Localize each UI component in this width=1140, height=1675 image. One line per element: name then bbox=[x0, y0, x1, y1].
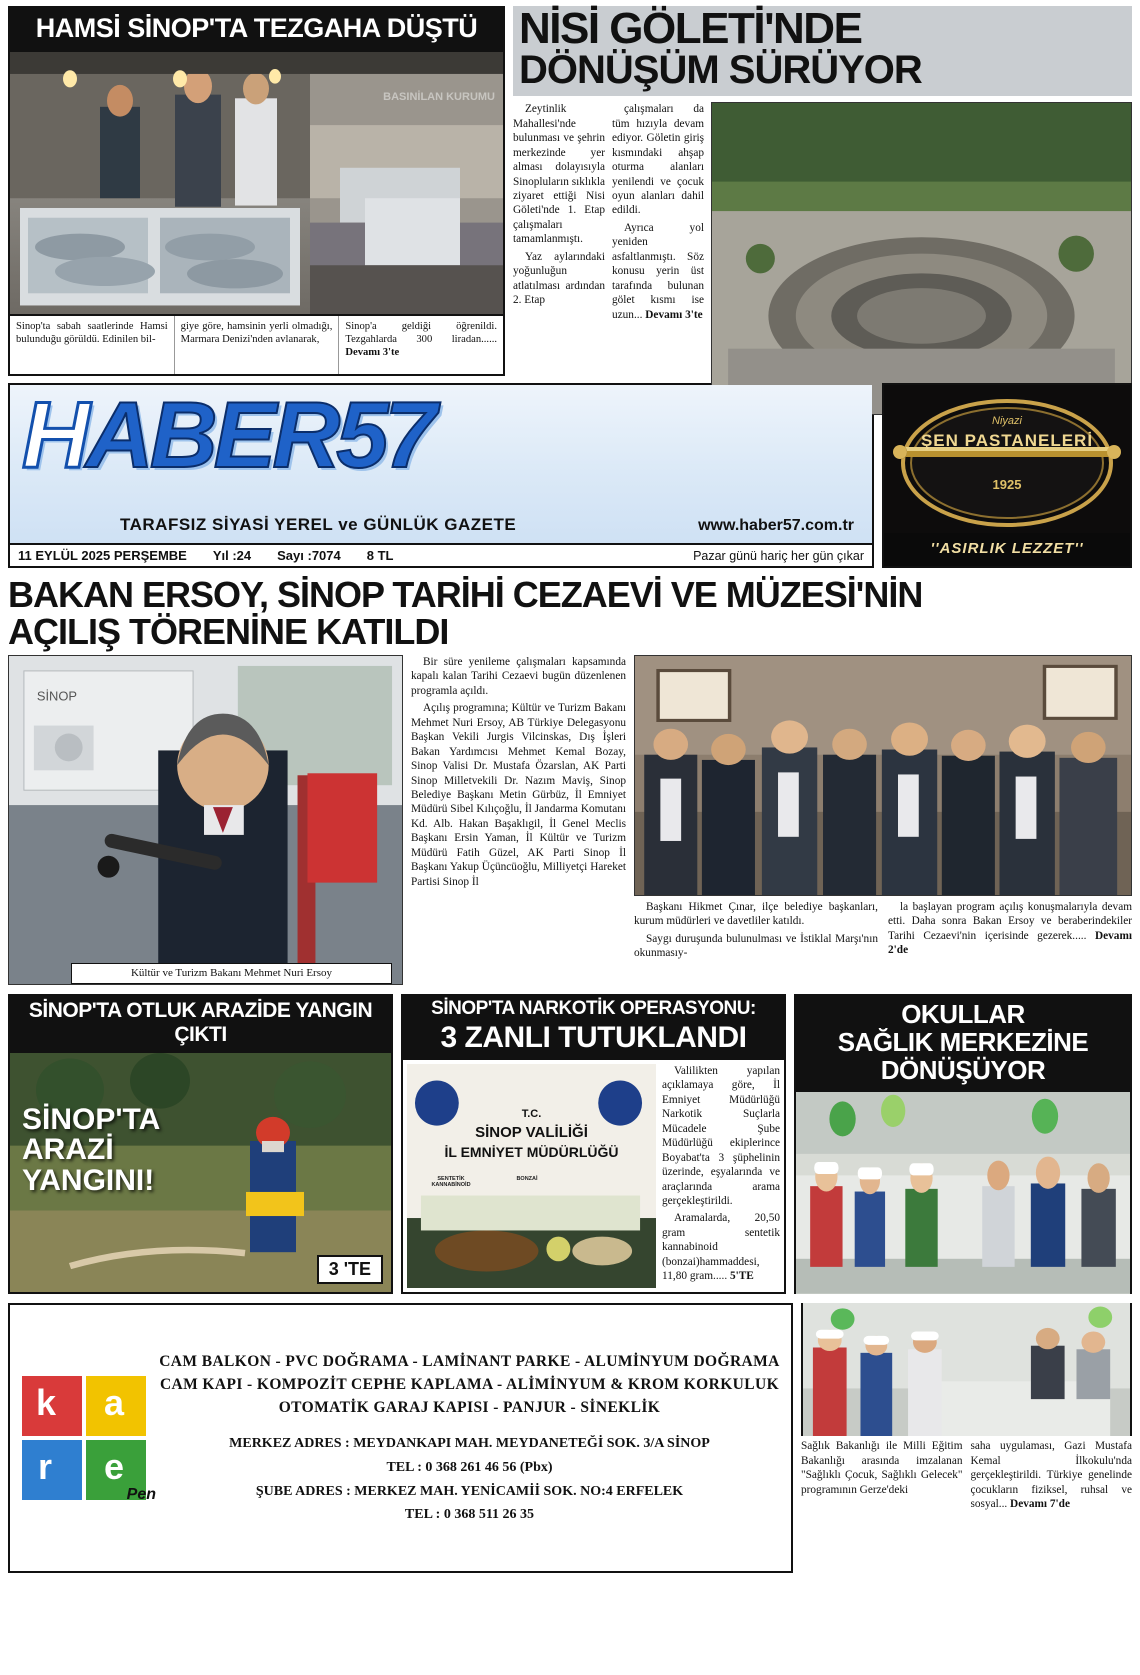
schools-headline bbox=[794, 994, 1132, 1092]
schools-headline-line1: OKULLAR bbox=[901, 998, 1025, 1029]
narcotic-p1: Valilikten yapılan açıklamaya göre, İl Emniyet Müdürlüğü Narkotik Suçlarla Mücadele Şube Müdürlüğü ekiplerince Boyabat'ta 3 şüphelinin üzerinde, eşyalarında ve araçlarında arama gerçekleştirildi. bbox=[662, 1064, 780, 1207]
hamsi-columns bbox=[8, 316, 505, 376]
masthead-website[interactable]: www.haber57.com.tr bbox=[698, 517, 854, 534]
masthead-price: 8 TL bbox=[366, 548, 394, 563]
narcotic-banner-l4a: SENTETİK KANNABİNOİD bbox=[431, 1175, 471, 1188]
narcotic-banner-l2: SİNOP VALİLİĞİ bbox=[475, 1123, 588, 1141]
main-right-col1 bbox=[634, 900, 878, 985]
main-photo-caption: Kültür ve Turizm Bakanı Mehmet Nuri Ersoy bbox=[71, 963, 392, 984]
fire-overlay-l2: ARAZİ bbox=[22, 1133, 114, 1167]
masthead-tagline: TARAFSIZ SİYASİ YEREL ve GÜNLÜK GAZETE bbox=[120, 515, 517, 534]
karepen-text bbox=[158, 1350, 781, 1527]
nisi-col1-p2: Yaz aylarındaki yoğunluğun atlatılması ardından 2. Etap bbox=[513, 250, 605, 307]
fire-overlay-l1: SİNOP'TA bbox=[22, 1102, 161, 1136]
lower-section bbox=[8, 994, 1132, 1294]
karepen-line1: CAM BALKON - PVC DOĞRAMA - LAMİNANT PARKE - ALUMİNYUM DOĞRAMA bbox=[159, 1352, 780, 1370]
main-right-c1-p2: Saygı duruşunda bulunulması ve İstiklal Marşı'nın okunmasıy- bbox=[634, 932, 878, 960]
ad-brand-slogan: ''ASIRLIK LEZZET'' bbox=[930, 540, 1084, 557]
nisi-photo bbox=[711, 102, 1132, 415]
narcotic-text bbox=[662, 1064, 780, 1288]
karepen-letter-a: a bbox=[104, 1381, 125, 1423]
fire-overlay-l3: YANGINI! bbox=[22, 1164, 155, 1198]
nisi-col2-text: Ayrıca yol yeniden asfaltlanmıştı. Söz konusu yerin üst tarafında bulunan gölet kısmı ise uzun... bbox=[612, 221, 704, 321]
narcotic-p2-text: Aramalarda, 20,50 gram sentetik kannabinoid (bonzai)hammaddesi, 11,80 gram..... bbox=[662, 1212, 780, 1283]
narcotic-photo bbox=[407, 1064, 656, 1288]
main-story-photo bbox=[8, 655, 403, 985]
karepen-letter-r: r bbox=[38, 1445, 53, 1487]
narcotic-body bbox=[401, 1060, 786, 1294]
narcotic-p2 bbox=[662, 1211, 780, 1283]
main-right-c2-p1 bbox=[888, 900, 1132, 958]
schools-headline-line2: SAĞLIK MERKEZİNE bbox=[837, 1026, 1089, 1057]
nisi-continue: Devamı 3'te bbox=[645, 308, 703, 321]
hamsi-col3-text: Sinop'a geldiği öğrenildi. Tezgahlarda 300 liradan...... bbox=[345, 321, 498, 346]
schools-continue: Devamı 7'de bbox=[1010, 1498, 1070, 1511]
karepen-tel1: TEL : 0 368 261 46 56 (Pbx) bbox=[386, 1460, 553, 1476]
main-story-right bbox=[634, 655, 1132, 985]
hamsi-headline: HAMSİ SİNOP'TA TEZGAHA DÜŞTÜ bbox=[8, 6, 505, 52]
main-story-body bbox=[8, 655, 1132, 985]
svg-text:SİNOP: SİNOP bbox=[36, 688, 78, 704]
karepen-tel2: TEL : 0 368 511 26 35 bbox=[404, 1507, 535, 1523]
ad-karepen[interactable] bbox=[8, 1303, 793, 1573]
ad-brand-year: 1925 bbox=[992, 477, 1022, 492]
karepen-pen: Pen bbox=[126, 1485, 156, 1503]
masthead-note: Pazar günü hariç her gün çıkar bbox=[693, 548, 864, 563]
narcotic-headline-line2: 3 ZANLI TUTUKLANDI bbox=[401, 1021, 786, 1060]
schools-text-columns bbox=[801, 1439, 1132, 1573]
main-left-p1: Bir süre yenileme çalışmaları kapsamında kapalı kalan Tarihi Cezaevi bugün düzenlenen programla açıldı. bbox=[411, 655, 626, 697]
fire-page-badge: 3 'TE bbox=[317, 1255, 383, 1284]
karepen-addr1: MERKEZ ADRES : MEYDANKAPI MAH. MEYDANETEĞİ SOK. 3/A SİNOP bbox=[229, 1436, 710, 1452]
story-narcotic bbox=[401, 994, 786, 1294]
main-right-col2 bbox=[888, 900, 1132, 985]
fire-photo bbox=[8, 1053, 393, 1294]
story-fire bbox=[8, 994, 393, 1294]
nisi-col2-p1: çalışmaları da tüm hızıyla devam ediyor. Göletin giriş kısmındaki ahşap oturma alanları yenilendi ve çocuk oyun alanları dahil edildi. bbox=[612, 103, 704, 217]
karepen-line3: OTOMATİK GARAJ KAPISI - PANJUR - SİNEKLİK bbox=[278, 1399, 661, 1417]
main-headline-line2: AÇILIŞ TÖRENİNE KATILDI bbox=[8, 611, 449, 653]
schools-col2 bbox=[971, 1439, 1133, 1573]
karepen-letter-e: e bbox=[104, 1445, 125, 1487]
ad-brand-small: Niyazi bbox=[992, 415, 1022, 427]
main-left-p2: Açılış programına; Kültür ve Turizm Bakanı Mehmet Nuri Ersoy, AB Türkiye Delegasyonu Başkan Vekili Jurgis Vilcinskas, Dış İşleri Bakan Yardımcısı Mehmet Kemal Bozay, Sinop Valisi Dr. Mustafa Özarslan, AK Parti Sinop Milletvekili Dr. Nazım Maviş, Sinop Belediye Başkanı Metin Gürbüz, İl Emniyet Müdürü Sibel Kılıçoğlu, İl Jandarma Komutanı Kd. Alb. Hakan Başaklıgil, İl Genel Meclis Başkanı Ersin Yaman, İl Kültür ve Turizm Müdürü Fatih Güzel, AK Parti Sinop İl Başkanı Yakup Üçüncüoğlu, Milliyetçi Hareket Partisi Sinop İl bbox=[411, 702, 626, 888]
main-story-right-columns bbox=[634, 900, 1132, 985]
main-right-continue: Devamı 2'de bbox=[888, 929, 1132, 957]
main-headline-line1: BAKAN ERSOY, SİNOP TARİHİ CEZAEVİ VE MÜZESİ'NİN bbox=[8, 574, 923, 615]
schools-photo-2 bbox=[801, 1303, 1132, 1437]
schools-col2-text: saha uygulaması, Gazi Mustafa Kemal İlkokulu'nda gerçekleştirildi. Türkiye genelinde çocukların fiziksel, ruhsal ve sosyal... bbox=[970, 1440, 1132, 1511]
nisi-headline bbox=[513, 6, 1132, 96]
hamsi-photo bbox=[8, 52, 505, 316]
hamsi-col3 bbox=[338, 316, 503, 374]
main-story-headline bbox=[8, 576, 1132, 651]
ad-brand-main: ŞEN PASTANELERİ bbox=[920, 431, 1094, 450]
nisi-col2 bbox=[612, 102, 704, 415]
masthead-title: HABER57 bbox=[22, 385, 433, 487]
narcotic-banner-l4b: BONZAİ bbox=[516, 1175, 538, 1182]
nisi-col2-p2 bbox=[612, 221, 704, 322]
karepen-line2: CAM KAPI - KOMPOZİT CEPHE KAPLAMA - ALİMİNYUM & KROM KORKULUK bbox=[159, 1375, 780, 1393]
main-story-left-text bbox=[411, 655, 626, 985]
masthead bbox=[8, 383, 1132, 568]
narcotic-banner-l1: T.C. bbox=[521, 1107, 542, 1120]
hamsi-continue: Devamı 3'te bbox=[345, 347, 400, 359]
main-right-c2-text: la başlayan program açılış konuşmalarıyla devam etti. Daha sonra Bakan Ersoy ve beraberindekiler Tarihi Cezaevi'nin içerisinde gezerek..... bbox=[888, 900, 1132, 942]
main-right-c1-p1: Başkanı Hikmet Çınar, ilçe belediye başkanları, kurum müdürleri ve davetliler katıldı. bbox=[634, 900, 878, 928]
watermark: BASINİLAN KURUMU bbox=[383, 91, 495, 103]
schools-continuation bbox=[801, 1303, 1132, 1573]
schools-col1: Sağlık Bakanlığı ile Milli Eğitim Bakanlığı arasında imzalanan "Sağlıklı Çocuk, Sağlıklı Gelecek" programının Gerze'deki bbox=[801, 1440, 963, 1496]
story-schools bbox=[794, 994, 1132, 1294]
masthead-logo bbox=[10, 385, 872, 543]
schools-photo bbox=[794, 1092, 1132, 1294]
hamsi-col1: Sinop'ta sabah saatlerinde Hamsi bulunduğu görüldü. Edinilen bil- bbox=[16, 321, 168, 346]
bottom-section bbox=[8, 1303, 1132, 1573]
masthead-year: Yıl :24 bbox=[212, 548, 252, 563]
masthead-info bbox=[10, 543, 872, 566]
hamsi-col2: giye göre, hamsinin yerli olmadığı, Marmara Denizi'nden avlanarak, bbox=[174, 316, 339, 374]
story-hamsi bbox=[8, 6, 505, 376]
masthead-issue: Sayı :7074 bbox=[277, 548, 341, 563]
narcotic-banner-l3: İL EMNİYET MÜDÜRLÜĞÜ bbox=[444, 1143, 619, 1160]
nisi-headline-line1: NİSİ GÖLETİ'NDE bbox=[519, 4, 862, 53]
narcotic-continue: 5'TE bbox=[729, 1270, 754, 1283]
schools-headline-line3: DÖNÜŞÜYOR bbox=[880, 1055, 1046, 1086]
nisi-col1-p1: Zeytinlik Mahallesi'nde bulunması ve şehrin merkezinde yer alması dolayısıyla Sinopluların sıklıkla ziyaret ettiği Nisi Göleti'nde 1. Etap çalışmaları tamamlanmıştı. bbox=[513, 103, 605, 246]
nisi-col1 bbox=[513, 102, 605, 415]
nisi-headline-line2: DÖNÜŞÜM SÜRÜYOR bbox=[519, 48, 922, 93]
story-nisi bbox=[513, 6, 1132, 376]
masthead-main bbox=[8, 383, 874, 568]
karepen-logo bbox=[20, 1374, 156, 1503]
fire-headline: SİNOP'TA OTLUK ARAZİDE YANGIN ÇIKTI bbox=[8, 994, 393, 1053]
top-section bbox=[8, 6, 1132, 376]
masthead-date: 11 EYLÜL 2025 PERŞEMBE bbox=[18, 548, 187, 563]
main-story-photo-2 bbox=[634, 655, 1132, 896]
karepen-letter-k: k bbox=[36, 1381, 57, 1423]
nisi-body bbox=[513, 102, 1132, 415]
karepen-addr2: ŞUBE ADRES : MERKEZ MAH. YENİCAMİİ SOK. NO:4 ERFELEK bbox=[255, 1483, 684, 1499]
ad-sen-pastaneleri[interactable] bbox=[882, 383, 1132, 568]
narcotic-headline-line1: SİNOP'TA NARKOTİK OPERASYONU: bbox=[401, 994, 786, 1021]
